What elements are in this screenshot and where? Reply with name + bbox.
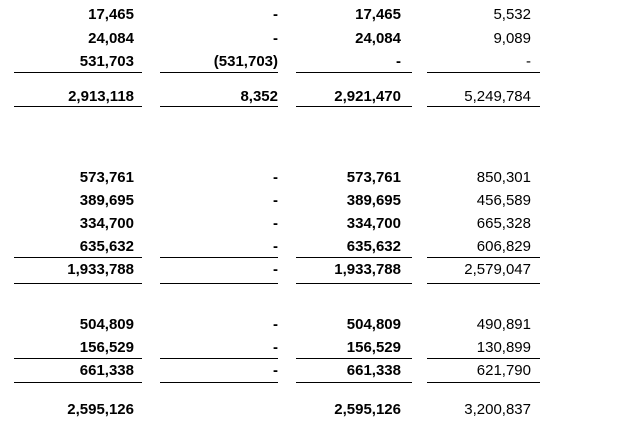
cell-col1: 389,695: [79, 192, 134, 209]
cell-col1: 17,465: [88, 6, 134, 23]
underline: [296, 283, 412, 284]
cell-col1: 661,338: [79, 362, 134, 379]
cell-col2: -: [273, 238, 278, 255]
cell-col4: 665,328: [476, 215, 531, 232]
cell-col3: 1,933,788: [334, 261, 401, 278]
cell-col4: 456,589: [476, 192, 531, 209]
cell-col1: 24,084: [88, 30, 134, 47]
cell-col3: 2,595,126: [334, 401, 401, 418]
underline: [427, 106, 540, 107]
cell-col2: -: [273, 169, 278, 186]
cell-col4: 606,829: [476, 238, 531, 255]
underline: [296, 382, 412, 383]
cell-col3: 661,338: [346, 362, 401, 379]
cell-col1: 2,595,126: [67, 401, 134, 418]
cell-col1: 635,632: [79, 238, 134, 255]
cell-col4: 621,790: [476, 362, 531, 379]
cell-col1: 504,809: [79, 316, 134, 333]
cell-col2: 8,352: [240, 88, 278, 105]
cell-col4: 5,249,784: [464, 88, 531, 105]
underline: [296, 72, 412, 73]
underline: [14, 283, 142, 284]
underline: [427, 72, 540, 73]
underline: [14, 72, 142, 73]
cell-col3: 2,921,470: [334, 88, 401, 105]
cell-col1: 573,761: [79, 169, 134, 186]
cell-col4: 850,301: [476, 169, 531, 186]
underline: [427, 382, 540, 383]
cell-col4: 9,089: [493, 30, 531, 47]
cell-col2: -: [273, 215, 278, 232]
cell-col1: 334,700: [79, 215, 134, 232]
cell-col1: 531,703: [79, 53, 134, 70]
underline: [160, 382, 278, 383]
underline: [160, 257, 278, 258]
cell-col2: -: [273, 30, 278, 47]
cell-col3: 635,632: [346, 238, 401, 255]
cell-col3: 573,761: [346, 169, 401, 186]
cell-col4: -: [526, 53, 531, 70]
cell-col4: 490,891: [476, 316, 531, 333]
cell-col2: -: [273, 362, 278, 379]
underline: [427, 257, 540, 258]
cell-col3: 334,700: [346, 215, 401, 232]
cell-col3: -: [396, 53, 401, 70]
cell-col4: 5,532: [493, 6, 531, 23]
underline: [160, 106, 278, 107]
underline: [160, 72, 278, 73]
cell-col2: -: [273, 261, 278, 278]
cell-col4: 2,579,047: [464, 261, 531, 278]
underline: [296, 257, 412, 258]
cell-col2: -: [273, 192, 278, 209]
underline: [14, 382, 142, 383]
underline: [296, 358, 412, 359]
cell-col3: 24,084: [355, 30, 401, 47]
cell-col1: 2,913,118: [68, 88, 134, 105]
cell-col1: 1,933,788: [67, 261, 134, 278]
cell-col3: 17,465: [355, 6, 401, 23]
cell-col3: 504,809: [346, 316, 401, 333]
underline: [296, 106, 412, 107]
underline: [160, 358, 278, 359]
cell-col3: 156,529: [346, 339, 401, 356]
cell-col4: 3,200,837: [464, 401, 531, 418]
underline: [14, 358, 142, 359]
underline: [160, 283, 278, 284]
cell-col2: (531,703): [213, 53, 278, 70]
cell-col2: -: [273, 316, 278, 333]
cell-col2: -: [273, 339, 278, 356]
cell-col2: -: [273, 6, 278, 23]
cell-col3: 389,695: [346, 192, 401, 209]
underline: [14, 106, 142, 107]
cell-col1: 156,529: [79, 339, 134, 356]
underline: [427, 283, 540, 284]
underline: [14, 257, 142, 258]
cell-col2: [160, 401, 278, 419]
underline: [427, 358, 540, 359]
cell-col4: 130,899: [476, 339, 531, 356]
